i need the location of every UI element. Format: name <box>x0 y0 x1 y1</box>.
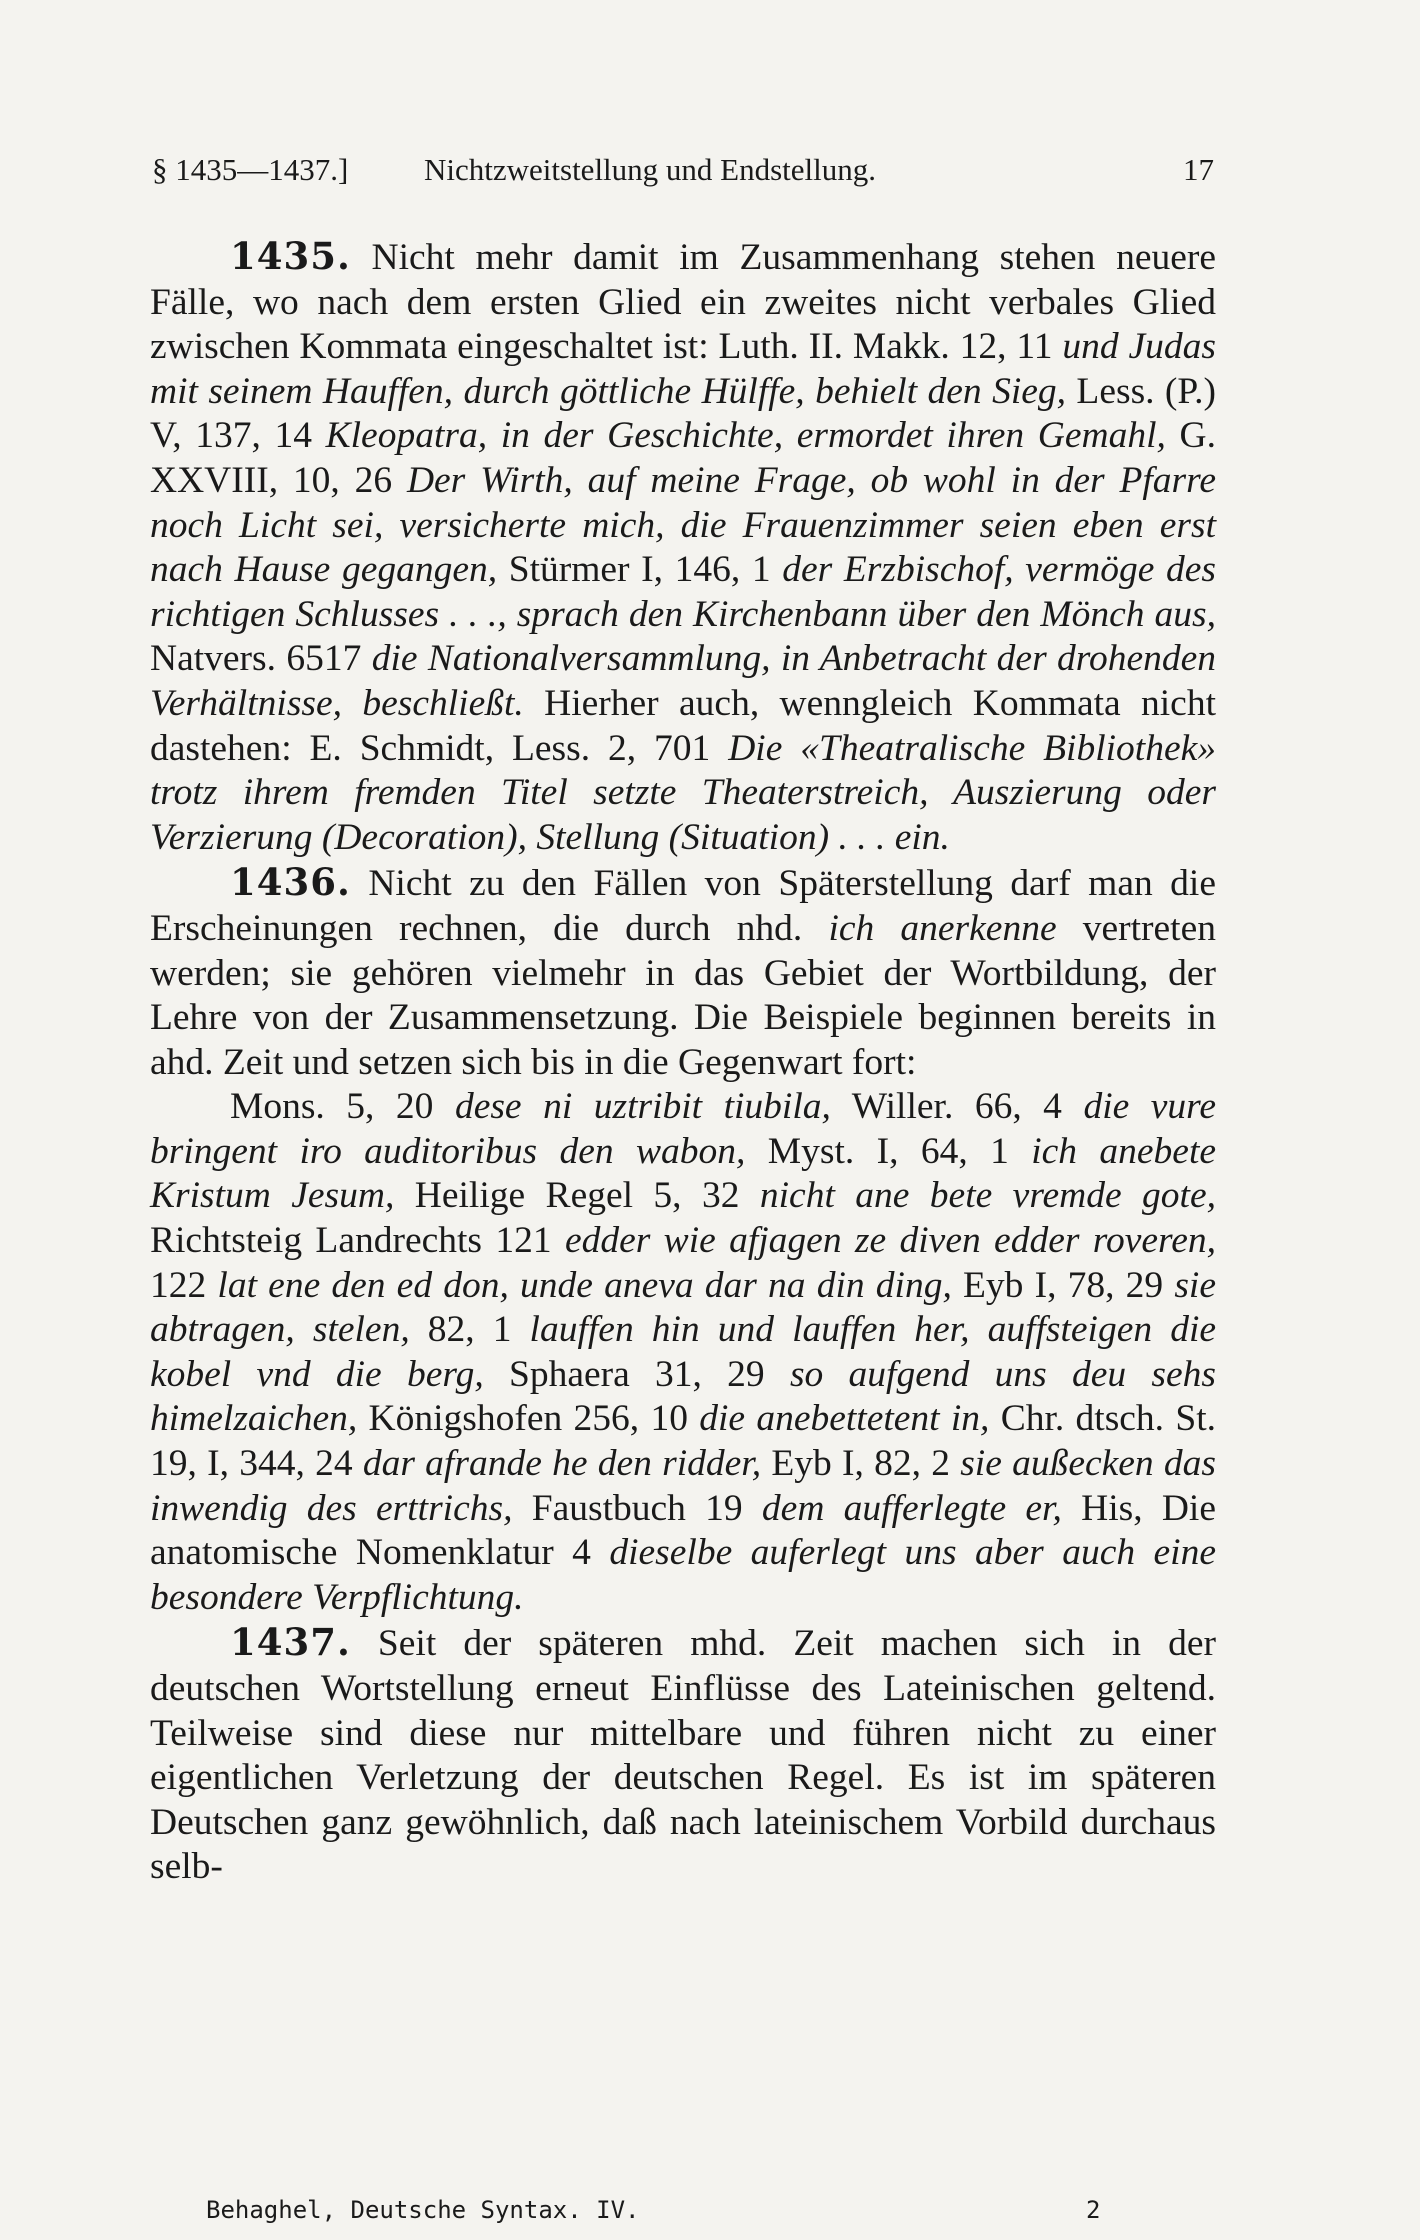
italic-quote: und Judas mit seinem Hauffen, durch göttliche Hülffe, behielt den Sieg, <box>150 326 1216 412</box>
italic-quote: edder wie afjagen ze diven edder roveren, <box>564 1220 1216 1262</box>
page-body <box>150 234 1216 1890</box>
text-run: Königshofen 256, 10 <box>357 1398 700 1440</box>
italic-quote: Die «Theatralische Bibliothek» trotz ihrem fremden Titel setzte Theaterstreich, Auszierung oder Verzierung (Decoration), Stellung (Situation) . . . ein. <box>150 727 1217 858</box>
italic-quote: ich anebete Kristum Jesum, <box>150 1130 1217 1217</box>
text-run: vertreten werden; sie gehören vielmehr in das Gebiet der Wortbildung, der Lehre von der Zusammensetzung. Die Beispiele beginnen bereits in ahd. Zeit und setzen sich bis in die Gegenwart fort: <box>150 907 1216 1083</box>
italic-quote: so aufgend uns deu sehs himelzaichen, <box>150 1353 1216 1440</box>
italic-quote: lauffen hin und lauffen her, auffsteigen die kobel vnd die berg, <box>150 1309 1217 1395</box>
paragraph <box>150 234 1216 860</box>
text-run: Mons. 5, 20 <box>230 1086 455 1128</box>
italic-quote: sie außecken das inwendig des erttrichs, <box>150 1443 1216 1529</box>
italic-quote: lat ene den ed don, unde aneva dar na din ding, <box>217 1264 952 1306</box>
italic-quote: dese ni uztribit tiubila, <box>454 1086 831 1128</box>
italic-quote: die Nationalversammlung, in Anbetracht der drohenden Verhältnisse, beschließt. <box>150 638 1217 724</box>
text-run: Richtsteig Landrechts 121 <box>150 1220 565 1262</box>
text-run: Faustbuch 19 <box>512 1487 762 1529</box>
paragraph <box>150 1620 1216 1890</box>
italic-quote: dieselbe auferlegt uns aber auch eine besondere Verpflichtung. <box>150 1532 1216 1618</box>
text-run: Eyb I, 82, 2 <box>761 1443 961 1485</box>
italic-quote: ich anerkenne <box>828 907 1057 949</box>
text-run: Stürmer I, 146, 1 <box>497 549 783 591</box>
page-number: 17 <box>1183 152 1214 187</box>
italic-quote: sie abtragen, stelen, <box>150 1264 1217 1351</box>
text-run: Heilige Regel 5, 32 <box>394 1175 760 1217</box>
signature-line: Behaghel, Deutsche Syntax. IV. <box>206 2196 640 2224</box>
text-run: Sphaera 31, 29 <box>483 1353 790 1395</box>
paragraph <box>150 860 1216 1085</box>
section-number: 1437. <box>230 1620 351 1665</box>
italic-quote: die vure bringent iro auditoribus den wabon, <box>150 1086 1216 1172</box>
text-run: Natvers. 6517 <box>150 638 372 680</box>
italic-quote: Kleopatra, in der Geschichte, ermordet ihren Gemahl, <box>325 415 1166 457</box>
text-run: Nicht zu den Fällen von Späterstellung darf man die Erscheinungen rechnen, die durch nhd. <box>150 863 1216 949</box>
italic-quote: Der Wirth, auf meine Frage, ob wohl in der Pfarre noch Licht sei, versicherte mich, die Frauenzimmer seien eben erst nach Hause gegangen, <box>150 459 1216 591</box>
text-run: Nicht mehr damit im Zusammenhang stehen neuere Fälle, wo nach dem ersten Glied ein zweites nicht verbales Glied zwischen Kommata eingeschaltet ist: Luth. II. Makk. 12, 11 <box>150 237 1216 368</box>
text-run: Less. (P.) V, 137, 14 <box>150 370 1216 457</box>
text-run: Seit der späteren mhd. Zeit machen sich in der deutschen Wortstellung erneut Einflüsse des Lateinischen geltend. Teilweise sind diese nur mittelbare und führen nicht zu einer eigentlichen Verletzung der deutschen Regel. Es ist im späteren Deutschen ganz gewöhnlich, daß nach lateinischem Vorbild durchaus selb- <box>150 1623 1216 1888</box>
paragraph <box>150 1085 1216 1620</box>
text-run: Hierher auch, wenngleich Kommata nicht dastehen: E. Schmidt, Less. 2, 701 <box>150 682 1216 769</box>
text-run: Chr. dtsch. St. 19, I, 344, 24 <box>150 1398 1216 1485</box>
text-run: His, Die anatomische Nomenklatur 4 <box>150 1487 1216 1574</box>
running-title: Nichtzweitstellung und Endstellung. <box>424 152 877 187</box>
italic-quote: dem aufferlegte er, <box>761 1487 1062 1529</box>
text-run: G. XXVIII, 10, 26 <box>150 415 1216 501</box>
italic-quote: nicht ane bete vremde gote, <box>759 1175 1216 1217</box>
text-run: 82, 1 <box>409 1309 530 1351</box>
section-range: § 1435—1437.] <box>152 152 349 187</box>
italic-quote: der Erzbischof, vermöge des richtigen Schlusses . . ., sprach den Kirchenbann über den Mönch aus, <box>150 549 1216 635</box>
italic-quote: die anebettetent in, <box>699 1398 990 1440</box>
text-run: 122 <box>150 1264 218 1306</box>
section-number: 1435. <box>230 234 351 278</box>
italic-quote: dar afrande he den ridder, <box>362 1443 762 1485</box>
section-number: 1436. <box>230 860 351 905</box>
text-run: Myst. I, 64, 1 <box>745 1130 1032 1172</box>
text-run: Eyb I, 78, 29 <box>951 1264 1175 1306</box>
text-run: Willer. 66, 4 <box>830 1086 1084 1128</box>
sheet-number: 2 <box>1086 2196 1101 2224</box>
